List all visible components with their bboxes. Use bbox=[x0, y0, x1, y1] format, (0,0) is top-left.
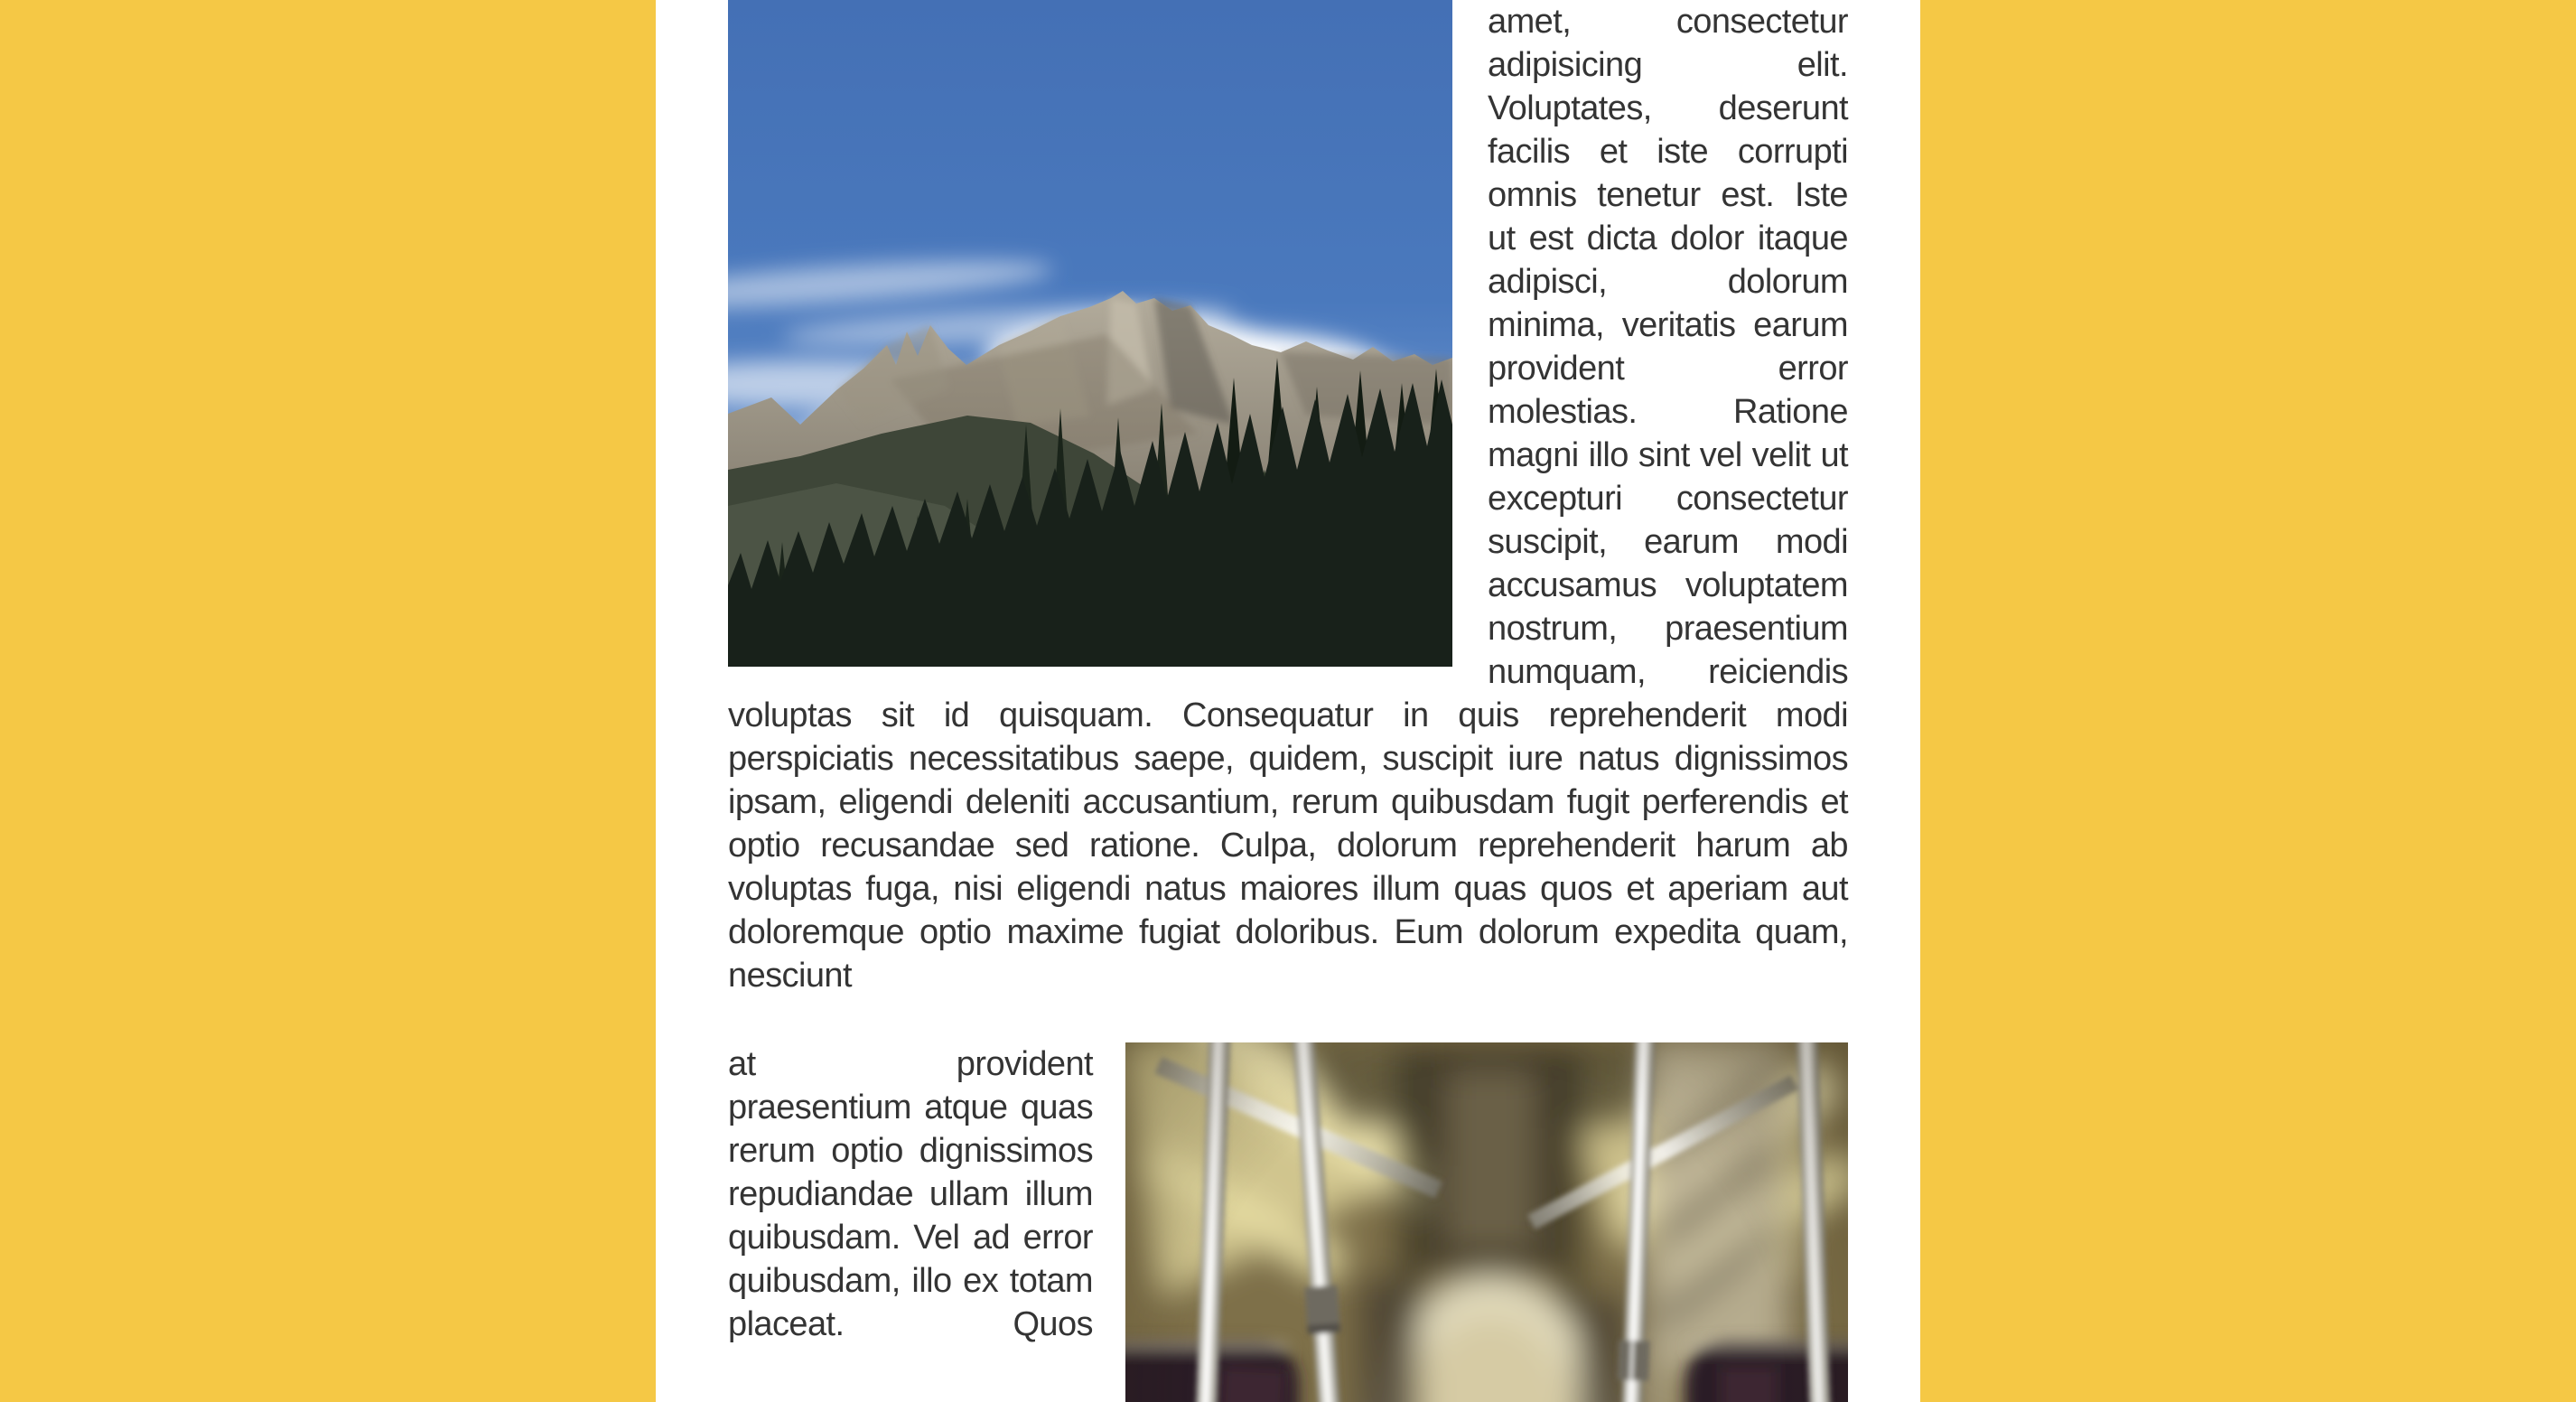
article-sheet bbox=[656, 0, 1920, 1402]
paragraph-lorem-2: at provident praesentium atque quas rerum optio dignissimos repudiandae ullam illum quibusdam. Vel ad error quibusdam, illo ex totam placeat. Quos bbox=[728, 1045, 1093, 1343]
bus-photo bbox=[1125, 1042, 1848, 1402]
article-body bbox=[728, 0, 1848, 1346]
mountain-photo-graphic bbox=[728, 0, 1452, 667]
mountain-photo bbox=[728, 0, 1452, 667]
bus-photo-graphic bbox=[1125, 1042, 1848, 1402]
paragraph-lorem-1: amet, consectetur adipisicing elit. Voluptates, deserunt facilis et iste corrupti omnis tenetur est. Iste ut est dicta dolor itaque adipisci, dolorum minima, veritatis earum provident error molestias. Ratione magni illo sint vel velit ut excepturi consectetur suscipit, earum modi accusamus voluptatem nostrum, praesentium numquam, reiciendis voluptas sit id quisquam. Consequatur in quis reprehenderit modi perspiciatis necessitatibus saepe, quidem, suscipit iure natus dignissimos ipsam, eligendi deleniti accusantium, rerum quibusdam fugit perferendis et optio recusandae sed ratione. Culpa, dolorum reprehenderit harum ab voluptas fuga, nisi eligendi natus maiores illum quas quos et aperiam aut doloremque optio maxime fugiat doloribus. Eum dolorum expedita quam, nesciunt bbox=[728, 3, 1848, 995]
